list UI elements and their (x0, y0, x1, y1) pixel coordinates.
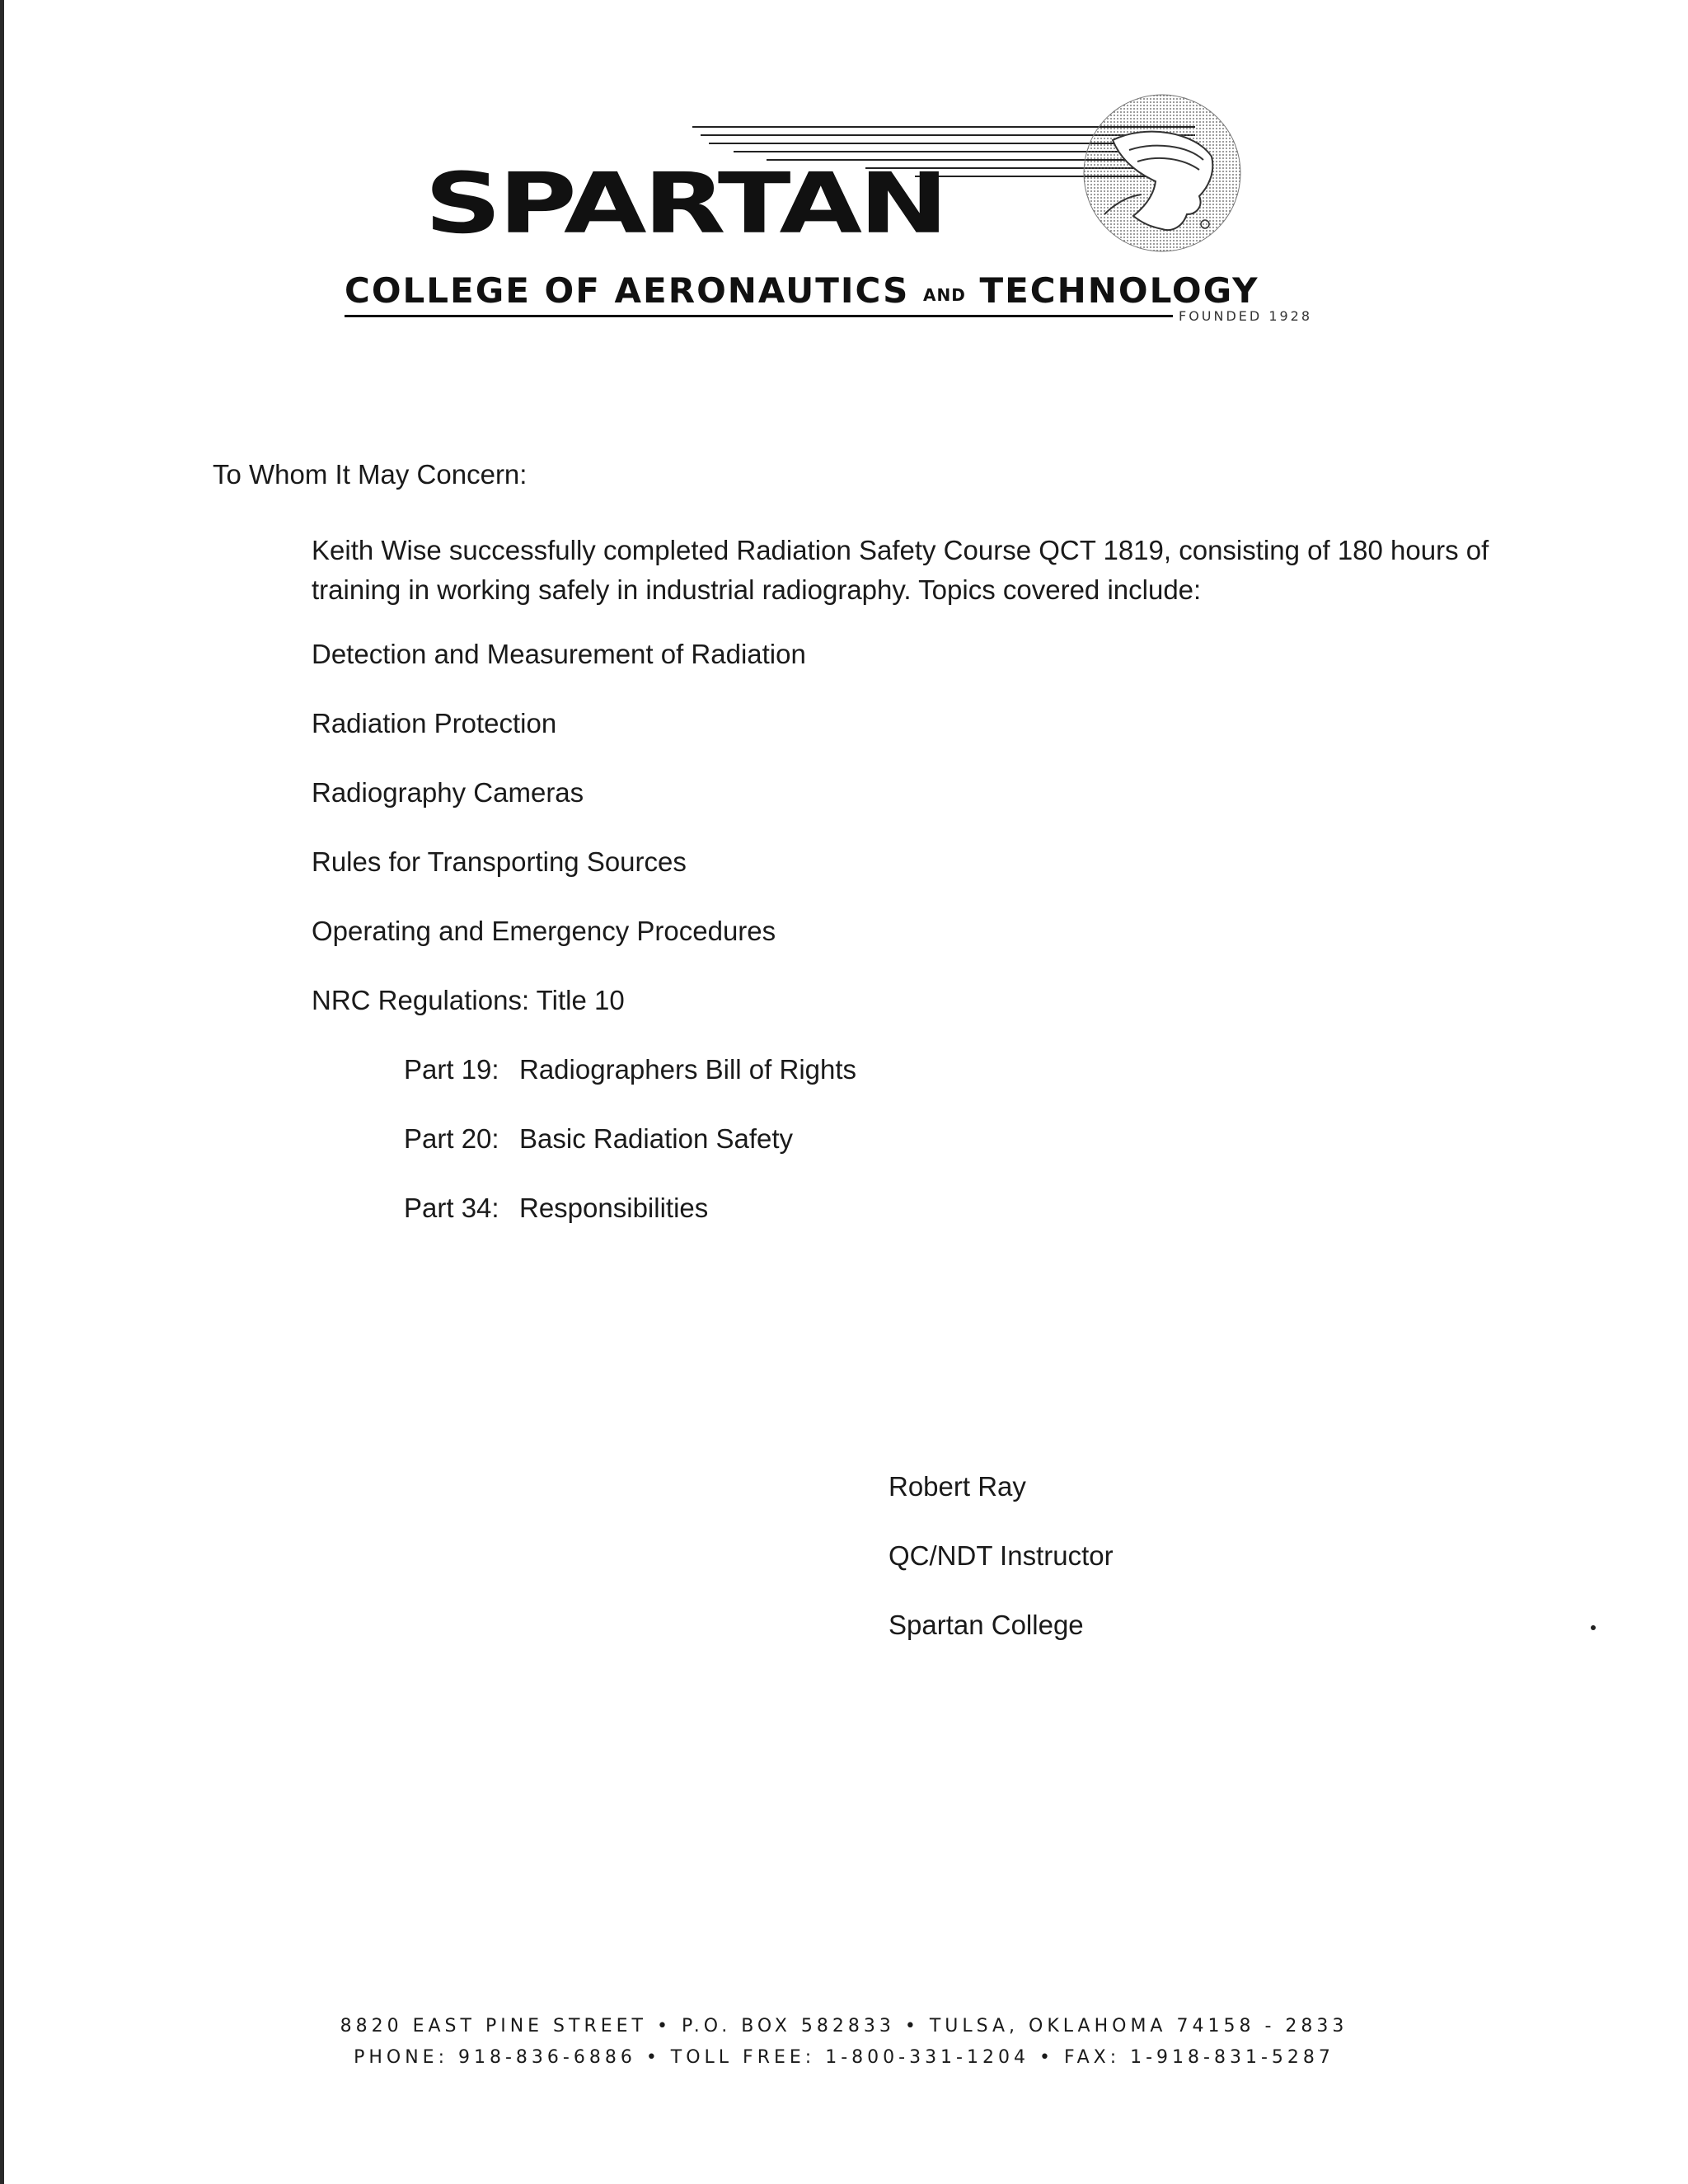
part-title: Basic Radiation Safety (519, 1123, 794, 1154)
regulation-part (404, 1053, 856, 1086)
salutation: To Whom It May Concern: (213, 459, 528, 490)
part-number: Part 34: (404, 1193, 499, 1223)
signature-organization: Spartan College (889, 1610, 1084, 1640)
regulation-part (404, 1122, 793, 1155)
intro-paragraph: Keith Wise successfully completed Radiation Safety Course QCT 1819, consisting of 180 hours of training in working safely in industrial radiography. Topics covered include: (312, 535, 1489, 605)
part-title: Responsibilities (519, 1193, 709, 1223)
topic-item: Operating and Emergency Procedures (312, 916, 776, 946)
signature-title: QC/NDT Instructor (889, 1540, 1114, 1571)
footer-contact: PHONE: 918-836-6886 • TOLL FREE: 1-800-331-1204 • FAX: 1-918-831-5287 (354, 2047, 1334, 2068)
regulation-part (404, 1192, 708, 1225)
part-title: Radiographers Bill of Rights (519, 1054, 857, 1085)
footer-address: 8820 EAST PINE STREET • P.O. BOX 582833 • TULSA, OKLAHOMA 74158 - 2833 (340, 2016, 1348, 2036)
signature-name: Robert Ray (889, 1471, 1026, 1502)
topic-item: Rules for Transporting Sources (312, 846, 687, 877)
logo-wordmark: SPARTAN (424, 154, 945, 252)
scan-mark (1591, 1625, 1596, 1630)
topic-item: Radiation Protection (312, 708, 557, 738)
logo-subtitle-right: TECHNOLOGY (979, 270, 1259, 311)
part-number: Part 19: (404, 1054, 499, 1085)
topic-item: Detection and Measurement of Radiation (312, 639, 806, 669)
part-number: Part 20: (404, 1123, 499, 1154)
logo-founded: FOUNDED 1928 (1179, 308, 1313, 324)
logo-subtitle-left: COLLEGE OF AERONAUTICS (345, 270, 910, 311)
topic-item: Radiography Cameras (312, 777, 584, 808)
topic-item: NRC Regulations: Title 10 (312, 985, 625, 1015)
logo-subtitle-and: AND (923, 285, 966, 305)
